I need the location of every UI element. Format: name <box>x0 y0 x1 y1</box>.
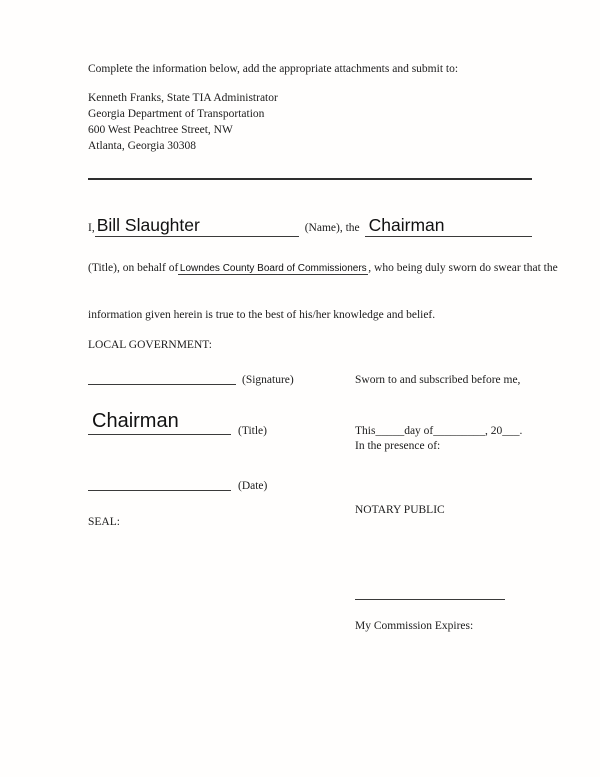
title-caption: (Title) <box>238 425 267 437</box>
i-label: I, <box>88 222 95 234</box>
organization-field[interactable]: Lowndes County Board of Commissioners <box>179 263 367 274</box>
seal-label: SEAL: <box>88 516 120 528</box>
presence-text: In the presence of: <box>355 440 441 452</box>
title-field[interactable]: Chairman <box>365 215 532 237</box>
address-line: 600 West Peachtree Street, NW <box>88 124 233 136</box>
commission-expires-label: My Commission Expires: <box>355 620 474 632</box>
sworn-subscribed-text: Sworn to and subscribed before me, <box>355 374 521 386</box>
divider-line <box>88 178 532 180</box>
address-line: Kenneth Franks, State TIA Administrator <box>88 92 278 104</box>
local-government-label: LOCAL GOVERNMENT: <box>88 339 212 351</box>
signature-caption: (Signature) <box>242 374 294 386</box>
name-caption: (Name), the <box>304 222 360 234</box>
date-caption: (Date) <box>238 480 268 492</box>
address-line: Atlanta, Georgia 30308 <box>88 140 197 152</box>
notary-signature-line <box>355 599 505 600</box>
notary-public-label: NOTARY PUBLIC <box>355 504 445 516</box>
recipient-address <box>88 90 278 154</box>
sworn-clause: , who being duly sworn do swear that the <box>368 262 558 274</box>
date-line <box>88 490 231 491</box>
signature-line <box>88 384 236 385</box>
statement-line-3: information given herein is true to the best of his/her knowledge and belief. <box>88 309 436 321</box>
statement-line-1 <box>88 215 532 237</box>
intro-text: Complete the information below, add the appropriate attachments and submit to: <box>88 63 459 75</box>
statement-line-2 <box>88 262 558 275</box>
notary-date-blank: This_____day of_________, 20___. <box>355 425 523 437</box>
behalf-label: (Title), on behalf of <box>88 262 179 274</box>
title-value-field[interactable]: Chairman <box>92 410 179 432</box>
name-field[interactable]: Bill Slaughter <box>95 215 299 237</box>
address-line: Georgia Department of Transportation <box>88 108 265 120</box>
title-line <box>88 434 231 435</box>
